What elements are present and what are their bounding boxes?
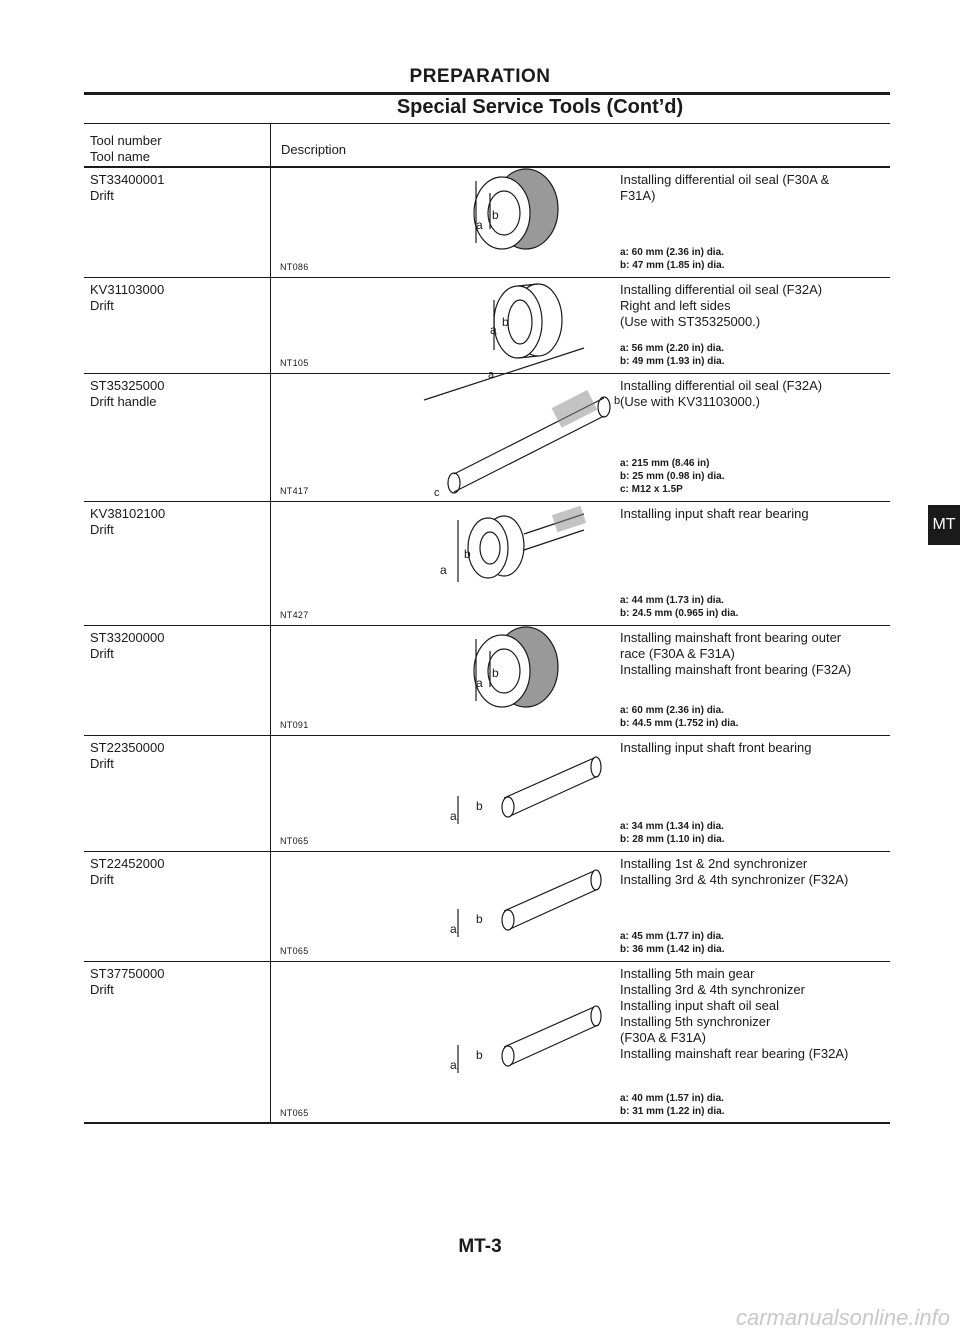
description-line: Installing 5th main gear xyxy=(620,966,755,981)
dimension-line: b: 44.5 mm (1.752 in) dia. xyxy=(620,718,739,729)
dim-label-a: a xyxy=(476,676,483,690)
dim-label-c: c xyxy=(434,487,440,499)
description-line: Installing differential oil seal (F32A) xyxy=(620,282,823,297)
drift-handle-illustration xyxy=(354,369,621,502)
dim-label-b: b xyxy=(464,547,471,561)
tool-number: ST37750000 xyxy=(90,966,165,981)
tool-illustration xyxy=(354,278,614,379)
tool-description xyxy=(620,282,890,330)
tool-name: Drift xyxy=(90,756,114,771)
tool-row xyxy=(84,852,890,962)
dim-label-b: b xyxy=(502,315,509,329)
page-subtitle: Special Service Tools (Cont’d) xyxy=(396,96,684,118)
tool-id xyxy=(90,378,164,410)
dimension-line: a: 60 mm (2.36 in) dia. xyxy=(620,247,724,258)
table-top-rule xyxy=(84,123,890,124)
dimension-line: a: 40 mm (1.57 in) dia. xyxy=(620,1093,724,1104)
description-line: Installing input shaft front bearing xyxy=(620,740,812,755)
tool-dimensions xyxy=(620,930,724,956)
dimension-line: a: 60 mm (2.36 in) dia. xyxy=(620,705,724,716)
illustration-code: NT065 xyxy=(280,836,309,846)
tool-description xyxy=(620,172,890,204)
description-line: Installing 1st & 2nd synchronizer xyxy=(620,856,808,871)
tool-description xyxy=(620,378,890,410)
tool-id xyxy=(90,282,164,314)
tool-dimensions xyxy=(620,704,738,730)
drift-knurled-illustration xyxy=(354,626,614,736)
tool-number: ST22350000 xyxy=(90,740,165,755)
tool-number: ST33200000 xyxy=(90,630,165,645)
dimension-line: b: 31 mm (1.22 in) dia. xyxy=(620,1106,725,1117)
tool-illustration xyxy=(354,168,614,283)
tool-dimensions xyxy=(620,1092,724,1118)
tool-description xyxy=(620,740,890,756)
tool-id xyxy=(90,856,164,888)
dimension-line: b: 47 mm (1.85 in) dia. xyxy=(620,260,725,271)
tool-id xyxy=(90,966,164,998)
illustration-code: NT417 xyxy=(280,486,309,496)
tool-illustration xyxy=(354,369,621,507)
tool-row xyxy=(84,626,890,736)
header-tool-name: Tool name xyxy=(90,149,150,164)
dim-label-b: b xyxy=(492,666,499,680)
tool-description xyxy=(620,856,890,888)
tool-name: Drift xyxy=(90,188,114,203)
tool-row xyxy=(84,962,890,1124)
tool-name: Drift xyxy=(90,872,114,887)
title-rule xyxy=(84,92,890,95)
dim-label-a: a xyxy=(440,563,447,577)
description-line: Installing mainshaft rear bearing (F32A) xyxy=(620,1046,849,1061)
illustration-code: NT427 xyxy=(280,610,309,620)
dimension-line: a: 56 mm (2.20 in) dia. xyxy=(620,343,724,354)
tool-row xyxy=(84,168,890,278)
tool-dimensions xyxy=(620,820,724,846)
tool-number: ST22452000 xyxy=(90,856,165,871)
description-line: Installing mainshaft front bearing (F32A) xyxy=(620,662,852,677)
drift-tube-illustration xyxy=(354,852,614,962)
description-line: (Use with KV31103000.) xyxy=(620,394,760,409)
tool-name: Drift xyxy=(90,982,114,997)
dimension-line: c: M12 x 1.5P xyxy=(620,484,683,495)
header-tool-number: Tool number xyxy=(90,133,162,148)
tool-id xyxy=(90,630,164,662)
description-line: Installing differential oil seal (F30A & xyxy=(620,172,830,187)
description-line: Installing 3rd & 4th synchronizer (F32A) xyxy=(620,872,849,887)
tool-illustration xyxy=(354,852,614,967)
drift-tube-illustration xyxy=(354,962,614,1124)
tool-row xyxy=(84,369,890,502)
section-tab-mt[interactable]: MT xyxy=(928,505,960,545)
tool-illustration xyxy=(354,502,614,631)
dimension-line: b: 28 mm (1.10 in) dia. xyxy=(620,834,725,845)
tool-row xyxy=(84,278,890,374)
description-line: Installing input shaft rear bearing xyxy=(620,506,809,521)
tool-id xyxy=(90,172,164,204)
tool-illustration xyxy=(354,736,614,857)
drift-ring-illustration xyxy=(354,278,614,374)
dim-label-b: b xyxy=(476,912,483,926)
watermark: carmanualsonline.info xyxy=(735,1305,950,1330)
dim-label-a: a xyxy=(450,1058,457,1072)
illustration-code: NT065 xyxy=(280,1108,309,1118)
dimension-line: a: 44 mm (1.73 in) dia. xyxy=(620,595,724,606)
drift-tube-illustration xyxy=(354,736,614,852)
table-header-description: Description xyxy=(281,142,347,157)
page-title: PREPARATION xyxy=(409,66,551,87)
description-line: (F30A & F31A) xyxy=(620,1030,706,1045)
description-line: F31A) xyxy=(620,188,656,203)
tool-id xyxy=(90,506,165,538)
dim-label-b: b xyxy=(492,208,499,222)
tool-dimensions xyxy=(620,457,724,496)
description-line: (Use with ST35325000.) xyxy=(620,314,761,329)
description-line: Installing 3rd & 4th synchronizer xyxy=(620,982,805,997)
tool-number: ST35325000 xyxy=(90,378,165,393)
description-line: Installing differential oil seal (F32A) xyxy=(620,378,823,393)
dimension-line: a: 215 mm (8.46 in) xyxy=(620,458,710,469)
illustration-code: NT086 xyxy=(280,262,309,272)
tool-description xyxy=(620,506,890,522)
description-line: Right and left sides xyxy=(620,298,731,313)
dimension-line: a: 34 mm (1.34 in) dia. xyxy=(620,821,724,832)
tool-description xyxy=(620,966,890,1062)
tool-row xyxy=(84,736,890,852)
dimension-line: b: 36 mm (1.42 in) dia. xyxy=(620,944,725,955)
tool-dimensions xyxy=(620,342,724,368)
tool-number: KV31103000 xyxy=(90,282,165,297)
tool-dimensions xyxy=(620,594,738,620)
dimension-line: a: 45 mm (1.77 in) dia. xyxy=(620,931,724,942)
tool-name: Drift handle xyxy=(90,394,157,409)
tool-row xyxy=(84,502,890,626)
row-separator xyxy=(84,1122,890,1124)
dim-label-b: b xyxy=(614,395,621,407)
tool-number: ST33400001 xyxy=(90,172,165,187)
description-line: Installing input shaft oil seal xyxy=(620,998,779,1013)
tool-illustration xyxy=(354,626,614,741)
tool-dimensions xyxy=(620,246,724,272)
drift-shaft-illustration xyxy=(354,502,614,626)
tool-description xyxy=(620,630,890,678)
dimension-line: b: 49 mm (1.93 in) dia. xyxy=(620,356,725,367)
tool-name: Drift xyxy=(90,646,114,661)
description-line: Installing 5th synchronizer xyxy=(620,1014,771,1029)
table-header-tool xyxy=(90,133,162,165)
tool-illustration xyxy=(354,962,614,1129)
description-line: race (F30A & F31A) xyxy=(620,646,735,661)
dim-label-a: a xyxy=(476,218,483,232)
dim-label-a: a xyxy=(450,809,457,823)
tool-id xyxy=(90,740,164,772)
dim-label-a: a xyxy=(450,922,457,936)
dim-label-b: b xyxy=(476,799,483,813)
tool-name: Drift xyxy=(90,522,114,537)
illustration-code: NT065 xyxy=(280,946,309,956)
tool-name: Drift xyxy=(90,298,114,313)
dimension-line: b: 25 mm (0.98 in) dia. xyxy=(620,471,725,482)
tool-number: KV38102100 xyxy=(90,506,166,521)
dimension-line: b: 24.5 mm (0.965 in) dia. xyxy=(620,608,739,619)
dim-label-a: a xyxy=(488,369,495,381)
page-number: MT-3 xyxy=(458,1236,502,1257)
description-line: Installing mainshaft front bearing outer xyxy=(620,630,842,645)
illustration-code: NT105 xyxy=(280,358,309,368)
dim-label-a: a xyxy=(490,323,497,337)
drift-knurled-illustration xyxy=(354,168,614,278)
dim-label-b: b xyxy=(476,1048,483,1062)
illustration-code: NT091 xyxy=(280,720,309,730)
